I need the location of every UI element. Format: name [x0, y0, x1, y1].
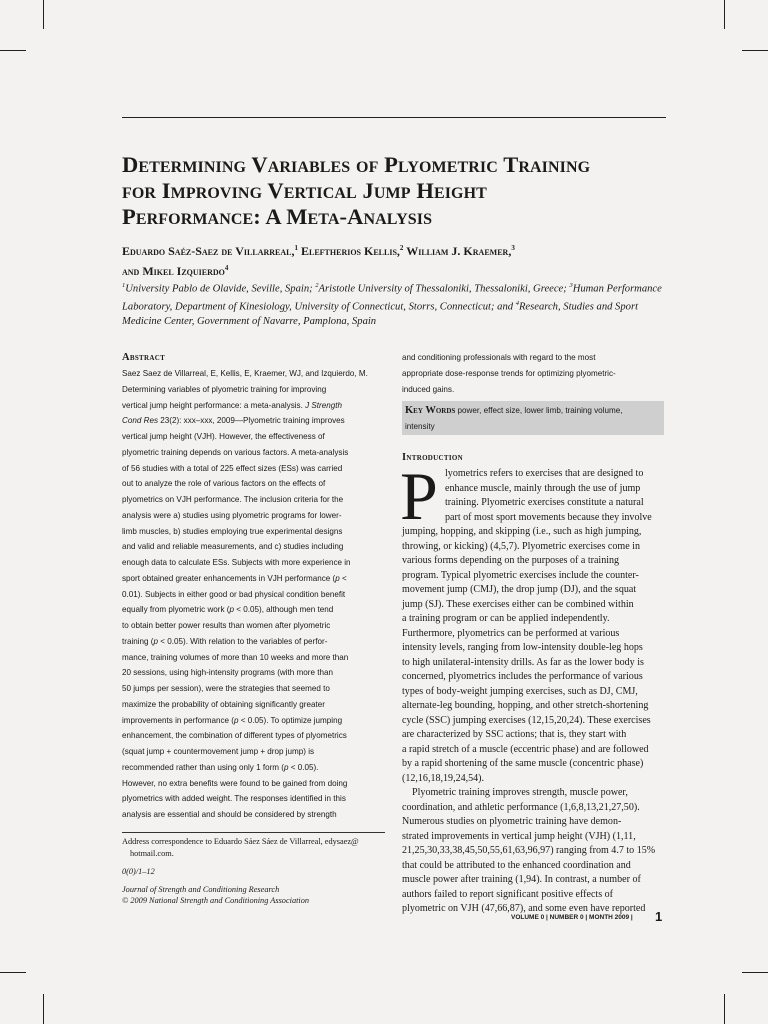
crop-mark [43, 0, 44, 29]
abstract-body [122, 366, 385, 823]
abstract-line: mance, training volumes of more than 10 weeks and more than [122, 652, 349, 662]
abstract-line: and conditioning professionals with regard to the most [402, 353, 596, 362]
body-line: muscle power after training (1,94). In contrast, a number of [402, 874, 641, 885]
body-line: types of body-weight jumping exercises, such as DJ, CMJ, [402, 685, 638, 697]
abstract-line: plyometrics on VJH performance. The inclusion criteria for the [122, 495, 344, 504]
abstract-line: Determining variables of plyometric training for improving [122, 384, 327, 394]
body-line: Furthermore, plyometrics can be performed at various [402, 627, 620, 639]
body-line: Numerous studies on plyometric training have demon- [402, 816, 622, 827]
abstract-continuation [402, 350, 666, 398]
page-number: 1 [655, 909, 663, 924]
crop-mark [742, 50, 768, 51]
body-line: by a rapid shortening of the same muscle (concentric phase) [402, 758, 644, 769]
author-name: and Mikel Izquierdo [122, 264, 225, 278]
affil-mark: 4 [515, 300, 519, 308]
author-line [122, 260, 682, 280]
article-code: 0(0)/1–12 [122, 867, 155, 876]
journal-abbrev: Cond Res [122, 416, 158, 426]
body-line: (12,16,18,19,24,54). [402, 772, 485, 784]
body-line: training. Plyometric exercises constitute a natural [445, 497, 644, 508]
body-line: plyometric on VJH (47,66,87), and some even have reported [402, 903, 646, 914]
abstract-line: out to analyze the role of various factors on the effects of [122, 479, 326, 489]
crop-mark [724, 994, 725, 1024]
article-title [122, 152, 682, 230]
author-affil-mark: 4 [224, 264, 229, 272]
crop-mark [43, 994, 44, 1024]
affil-mark: 2 [315, 282, 319, 289]
abstract-line: induced gains. [402, 385, 455, 394]
abstract-line: sport obtained greater enhancements in VJH performance (p < [122, 573, 347, 583]
abstract-line: improvements in performance (p < 0.05). To optimize jumping [122, 715, 343, 725]
abstract-line: enough data to calculate ESs. Subjects with more experience in [122, 558, 351, 567]
affiliation: Human Performance [572, 283, 662, 295]
journal-info [122, 866, 385, 907]
body-line: strated improvements in vertical jump height (VJH) (1,11, [402, 830, 636, 842]
affiliation: Aristotle University of Thessaloniki, Thessaloniki, Greece; [318, 283, 570, 295]
abstract-line: 50 jumps per session), were the strategies that seemed to [122, 684, 330, 693]
abstract-line: recommended rather than using only 1 form (p < 0.05). [122, 762, 319, 772]
abstract-line: However, no extra benefits were found to be gained from doing [122, 778, 348, 788]
body-line: concerned, plyometrics includes the performance of various [402, 671, 643, 682]
keywords [405, 403, 663, 435]
abstract-line: (squat jump + countermovement jump + drop jump) is [122, 747, 315, 756]
body-line: lyometrics refers to exercises that are designed to [445, 468, 644, 479]
abstract-line: training (p < 0.05). With relation to the variables of perfor- [122, 636, 328, 646]
introduction-body [402, 467, 666, 917]
abstract-line: maximize the probability of obtaining significantly greater [122, 699, 325, 709]
body-line: a rapid stretch of a muscle (eccentric phase) and are followed [402, 743, 649, 755]
body-line: Plyometric training improves strength, muscle power, [402, 787, 628, 798]
abstract-line: equally from plyometric work (p < 0.05), although men tend [122, 605, 334, 615]
affil-mark: 1 [122, 282, 126, 289]
body-line: intensity levels, ranging from low-intensity double-leg hops [402, 642, 643, 653]
affiliation: Medicine Center, Government of Navarre, Pamplona, Spain [122, 316, 377, 328]
affiliation: University Pablo de Olavide, Seville, Spain; [125, 283, 316, 295]
abstract-line: Cond Res 23(2): xxx–xxx, 2009—Plyometric training improves [122, 416, 345, 426]
abstract-line: to obtain better power results than women after plyometric [122, 621, 331, 630]
abstract-line: limb muscles, b) studies employing true experimental designs [122, 526, 343, 536]
author-list [122, 240, 682, 280]
body-line: 21,25,30,33,38,45,50,55,61,63,96,97) ranging from 4.7 to 15% [402, 845, 656, 856]
journal-abbrev: J Strength [305, 400, 342, 410]
footnote-rule [122, 832, 385, 833]
crop-mark [742, 972, 768, 973]
author-line [122, 240, 682, 260]
author-affil-mark: 2 [399, 244, 404, 252]
author-name: Eleftherios Kellis, [297, 244, 400, 258]
header-rule [122, 117, 666, 118]
author-name: Eduardo Saéz-Saez de Villarreal, [122, 244, 295, 258]
body-line: alternate-leg bounding, hopping, and other stretch-shortening [402, 700, 649, 711]
footnote-line: hotmail.com. [130, 848, 174, 858]
abstract-line: 0.01). Subjects in either good or bad physical condition benefit [122, 589, 346, 599]
body-line: are characterized by SSC actions; that is, they start with [402, 729, 627, 740]
body-line: part of most sport movements because they involve [445, 511, 652, 523]
abstract-line: 20 sessions, using high-intensity programs (with more than [122, 668, 333, 678]
introduction-heading: Introduction [402, 452, 463, 463]
abstract-line: vertical jump height (VJH). However, the effectiveness of [122, 432, 325, 441]
affiliations [122, 279, 668, 330]
body-line: movement jump (CMJ), the drop jump (DJ), and the squat [402, 584, 637, 595]
abstract-line: analysis are essential and should be considered by strength [122, 810, 337, 819]
footnote-line: Address correspondence to Eduardo Sáez Sáez de Villarreal, edysaez@ [122, 837, 359, 846]
body-line: to high unilateral-intensity drills. As far as the lower body is [402, 656, 644, 668]
abstract-line: vertical jump height performance: a meta-analysis. J Strength [122, 400, 342, 410]
body-line: cycle (SSC) jumping exercises (12,15,20,24). These exercises [402, 714, 651, 726]
drop-cap: P [400, 458, 438, 534]
crop-mark [0, 50, 26, 51]
keywords-label: Key Words [405, 405, 456, 416]
crop-mark [724, 0, 725, 29]
body-line: that could be attributed to the enhanced coordination and [402, 859, 631, 871]
body-line: jump (SJ). These exercises either can be combined within [402, 598, 634, 610]
correspondence-note [122, 836, 388, 859]
body-line: various forms depending on the purposes of a training [402, 555, 620, 566]
abstract-line: of 56 studies with a total of 225 effect sizes (ESs) was carried [122, 463, 343, 473]
author-name: William J. Kraemer, [403, 244, 512, 258]
title-line: Performance: A Meta-Analysis [122, 204, 433, 229]
affil-mark: 3 [569, 282, 573, 289]
crop-mark [0, 972, 26, 973]
body-line: program. Typical plyometric exercises include the counter- [402, 569, 639, 581]
abstract-line: appropriate dose-response trends for optimizing plyometric- [402, 369, 616, 378]
body-line: authors failed to report significant positive effects of [402, 888, 614, 900]
body-line: enhance muscle, mainly through the use of jump [445, 482, 641, 494]
body-line: jumping, hopping, and skipping (i.e., such as high jumping, [402, 526, 642, 537]
journal-name: Journal of Strength and Conditioning Research [122, 884, 280, 894]
title-line: for Improving Vertical Jump Height [122, 178, 487, 203]
abstract-heading: Abstract [122, 352, 166, 363]
abstract-line: and valid and reliable measurements, and c) studies including [122, 542, 344, 552]
title-line: Determining Variables of Plyometric Training [122, 152, 591, 177]
keywords-list: intensity [405, 422, 435, 431]
affiliation: Laboratory, Department of Kinesiology, University of Connecticut, Storrs, Connecticut; and [122, 301, 516, 313]
keywords-list: power, effect size, lower limb, training volume, [455, 406, 623, 415]
copyright-line: © 2009 National Strength and Conditioning Association [122, 896, 309, 906]
abstract-line: analysis were a) studies using plyometric programs for lower- [122, 510, 342, 520]
author-affil-mark: 3 [511, 244, 515, 252]
body-line: throwing, or kicking) (4,5,7). Plyometric exercises come in [402, 540, 640, 552]
running-footer: VOLUME 0 | NUMBER 0 | MONTH 2009 | [511, 914, 633, 921]
abstract-line: enhancement, the combination of different types of plyometrics [122, 731, 347, 741]
body-line: a training program or can be applied independently. [402, 613, 610, 624]
body-line: coordination, and athletic performance (1,6,8,13,21,27,50). [402, 801, 640, 813]
author-affil-mark: 1 [294, 244, 298, 252]
abstract-line: plyometric training depends on various factors. A meta-analysis [122, 447, 349, 457]
abstract-line: Saez Saez de Villarreal, E, Kellis, E, Kraemer, WJ, and Izquierdo, M. [122, 369, 368, 378]
abstract-line: plyometrics with added weight. The responses identified in this [122, 794, 346, 804]
affiliation: Research, Studies and Sport [518, 301, 639, 313]
